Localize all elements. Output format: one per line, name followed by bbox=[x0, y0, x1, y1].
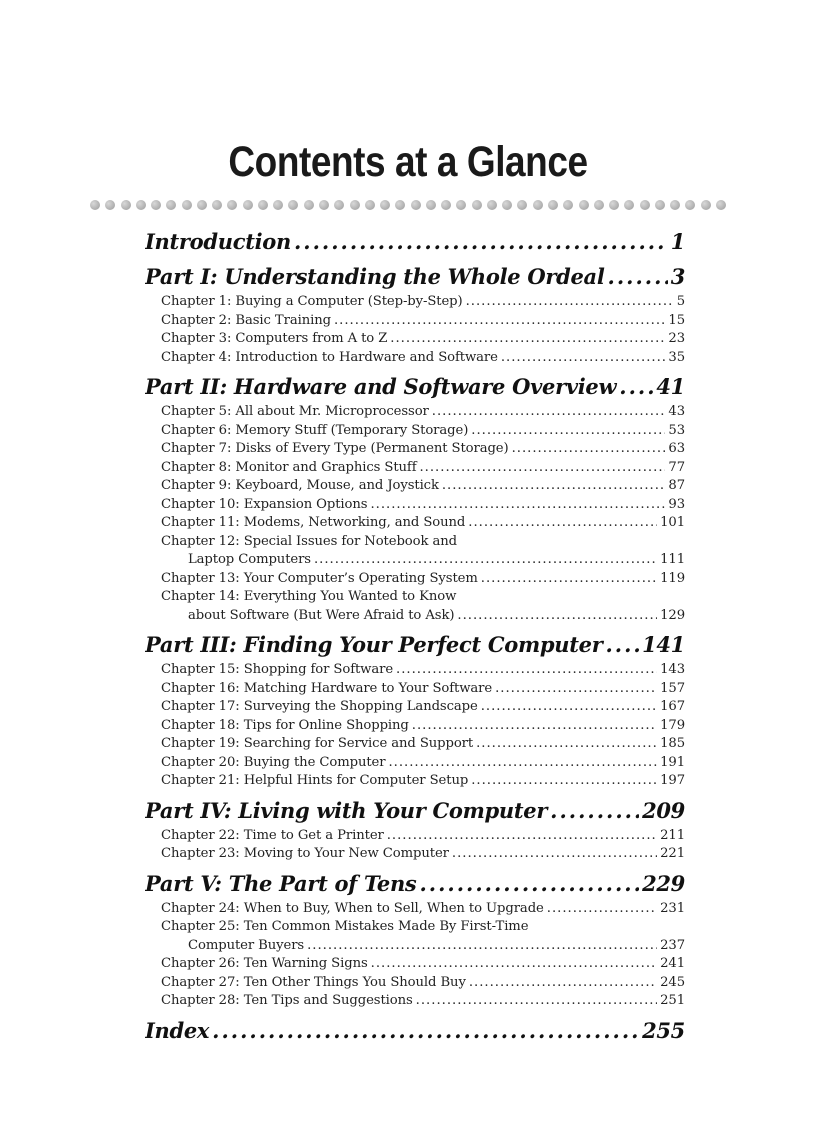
toc-entry-title: Chapter 11: Modems, Networking, and Sound bbox=[161, 515, 466, 530]
toc-chapter-entry bbox=[145, 900, 685, 919]
divider-dot bbox=[411, 200, 421, 210]
toc-page-number: 143 bbox=[660, 662, 685, 677]
toc-page-number: 157 bbox=[660, 680, 685, 696]
dot-leader bbox=[416, 992, 657, 1011]
toc-entry-title: Chapter 24: When to Buy, When to Sell, When to Upgrade bbox=[161, 900, 544, 916]
dot-leader bbox=[481, 570, 657, 589]
toc-entry-title: Part V: The Part of Tens bbox=[145, 870, 417, 896]
toc-entry-title: Chapter 9: Keyboard, Mouse, and Joystick bbox=[161, 478, 439, 493]
toc-page-number: 77 bbox=[668, 459, 685, 475]
dot-leader bbox=[466, 293, 674, 312]
divider-dot bbox=[350, 200, 360, 210]
toc-chapter-entry bbox=[145, 955, 685, 974]
divider-dot bbox=[701, 200, 711, 210]
divider-dot bbox=[380, 200, 390, 210]
toc-entry-title: Laptop Computers bbox=[188, 552, 311, 567]
toc-page-number: 191 bbox=[660, 754, 685, 770]
toc-entry-title: Chapter 28: Ten Tips and Suggestions bbox=[161, 993, 413, 1008]
divider-dot bbox=[426, 200, 436, 210]
page-title: Contents at a Glance bbox=[228, 138, 588, 186]
toc-entry-title: Chapter 20: Buying the Computer bbox=[161, 754, 386, 770]
dot-leader bbox=[469, 974, 657, 993]
divider-dot bbox=[258, 200, 268, 210]
divider-dot bbox=[472, 200, 482, 210]
toc-chapter-entry bbox=[145, 717, 685, 736]
toc-entry-title: Computer Buyers bbox=[188, 937, 305, 953]
toc-entry-title: Chapter 13: Your Computer’s Operating System bbox=[161, 570, 478, 586]
toc-part-entry bbox=[145, 795, 685, 827]
toc-chapter-entry bbox=[145, 992, 685, 1011]
dot-leader bbox=[387, 827, 657, 846]
divider-dot bbox=[197, 200, 207, 210]
divider-dot bbox=[288, 200, 298, 210]
divider-dot bbox=[365, 200, 375, 210]
divider-dot bbox=[487, 200, 497, 210]
divider-dot bbox=[624, 200, 634, 210]
toc-chapter-entry bbox=[145, 918, 685, 937]
dot-leader bbox=[468, 514, 657, 533]
toc-chapter-entry bbox=[145, 680, 685, 699]
toc-entry-title: Chapter 5: All about Mr. Microprocessor bbox=[161, 404, 429, 419]
toc-chapter-entry bbox=[145, 496, 685, 515]
toc-entry-title: about Software (But Were Afraid to Ask) bbox=[188, 607, 455, 623]
toc-page-number: 251 bbox=[660, 993, 685, 1008]
toc-page-number: 15 bbox=[668, 312, 685, 328]
toc-chapter-entry bbox=[145, 403, 685, 422]
toc-chapter-entry bbox=[145, 477, 685, 496]
toc-page-number: 241 bbox=[660, 956, 685, 971]
toc-entry-title: Chapter 23: Moving to Your New Computer bbox=[161, 846, 449, 861]
toc-entry-title: Chapter 18: Tips for Online Shopping bbox=[161, 717, 409, 733]
toc-page-number: 237 bbox=[660, 937, 685, 953]
toc-entry-title: Chapter 6: Memory Stuff (Temporary Storage) bbox=[161, 422, 469, 438]
toc-chapter-entry bbox=[145, 735, 685, 754]
toc-part-entry bbox=[145, 629, 685, 661]
toc-entry-title: Part III: Finding Your Perfect Computer bbox=[145, 632, 603, 657]
toc-chapter-entry bbox=[145, 754, 685, 773]
toc-page-number: 221 bbox=[660, 846, 685, 861]
divider-dot bbox=[502, 200, 512, 210]
dot-leader bbox=[608, 261, 668, 293]
dot-leader bbox=[334, 312, 665, 331]
divider-dot bbox=[456, 200, 466, 210]
dot-leader bbox=[495, 680, 657, 699]
toc-entry-title: Chapter 25: Ten Common Mistakes Made By First-Time bbox=[161, 919, 529, 934]
divider-dot bbox=[90, 200, 100, 210]
divider-dot bbox=[685, 200, 695, 210]
toc-entry-title: Chapter 12: Special Issues for Notebook and bbox=[161, 533, 457, 549]
toc-entry-title: Chapter 26: Ten Warning Signs bbox=[161, 956, 368, 971]
toc-page-number: 1 bbox=[670, 229, 685, 254]
divider-dot bbox=[121, 200, 131, 210]
toc-page-number: 209 bbox=[642, 797, 685, 823]
toc-page-number: 231 bbox=[660, 900, 685, 916]
dot-leader bbox=[212, 1015, 639, 1047]
toc-part-entry bbox=[145, 261, 685, 293]
dot-leader bbox=[547, 900, 657, 919]
toc-chapter-entry bbox=[145, 349, 685, 368]
divider-dot bbox=[136, 200, 146, 210]
toc-page-number: 179 bbox=[660, 717, 685, 733]
divider-dot bbox=[716, 200, 726, 210]
dot-leader bbox=[370, 496, 665, 515]
toc-chapter-entry bbox=[145, 827, 685, 846]
divider-dot bbox=[533, 200, 543, 210]
divider-dot bbox=[395, 200, 405, 210]
toc-chapter-entry bbox=[145, 440, 685, 459]
toc-part-entry bbox=[145, 371, 685, 403]
toc-entry-title: Chapter 10: Expansion Options bbox=[161, 496, 368, 512]
toc-entry-title: Index bbox=[145, 1017, 210, 1043]
dot-leader bbox=[512, 440, 666, 459]
toc-entry-title: Chapter 17: Surveying the Shopping Landscape bbox=[161, 699, 478, 714]
toc-entry-title: Chapter 8: Monitor and Graphics Stuff bbox=[161, 459, 417, 475]
dot-leader bbox=[501, 349, 666, 368]
toc-page-number: 197 bbox=[660, 773, 685, 788]
dot-leader bbox=[412, 717, 657, 736]
toc-page-number: 93 bbox=[668, 496, 685, 512]
toc-page-number: 255 bbox=[642, 1017, 685, 1043]
toc-entry-title: Chapter 21: Helpful Hints for Computer Setup bbox=[161, 773, 469, 788]
toc-entry-title: Chapter 7: Disks of Every Type (Permanent Storage) bbox=[161, 441, 509, 456]
toc-chapter-entry bbox=[145, 607, 685, 626]
toc-page-number: 35 bbox=[668, 349, 685, 365]
toc-entry-title: Chapter 14: Everything You Wanted to Know bbox=[161, 589, 457, 604]
dot-leader bbox=[307, 937, 657, 956]
dot-leader bbox=[396, 661, 657, 680]
toc-page-number: 53 bbox=[668, 422, 685, 438]
dot-leader bbox=[432, 403, 666, 422]
divider-dot bbox=[517, 200, 527, 210]
toc-chapter-entry bbox=[145, 459, 685, 478]
dot-leader bbox=[606, 629, 640, 661]
toc-chapter-entry bbox=[145, 293, 685, 312]
table-of-contents bbox=[145, 226, 685, 1047]
toc-entry-title: Chapter 15: Shopping for Software bbox=[161, 662, 394, 677]
divider-dot bbox=[655, 200, 665, 210]
divider-dot bbox=[441, 200, 451, 210]
toc-page-number: 111 bbox=[660, 552, 685, 567]
dot-leader bbox=[388, 754, 657, 773]
divider-dot bbox=[609, 200, 619, 210]
toc-entry-title: Part IV: Living with Your Computer bbox=[145, 797, 548, 823]
toc-chapter-entry bbox=[145, 772, 685, 791]
divider-dot bbox=[594, 200, 604, 210]
dot-leader bbox=[419, 459, 665, 478]
toc-entry-title: Part I: Understanding the Whole Ordeal bbox=[145, 264, 605, 289]
dot-leader bbox=[371, 955, 657, 974]
divider-dot bbox=[182, 200, 192, 210]
toc-part-entry bbox=[145, 1015, 685, 1047]
divider-dot bbox=[151, 200, 161, 210]
dot-leader bbox=[314, 551, 657, 570]
dot-leader bbox=[390, 330, 665, 349]
toc-chapter-entry bbox=[145, 551, 685, 570]
toc-page-number: 129 bbox=[660, 607, 685, 623]
toc-chapter-entry bbox=[145, 937, 685, 956]
toc-chapter-entry bbox=[145, 312, 685, 331]
divider-dot bbox=[548, 200, 558, 210]
toc-chapter-entry bbox=[145, 570, 685, 589]
toc-page-number: 23 bbox=[668, 331, 685, 346]
dot-leader bbox=[476, 735, 657, 754]
toc-entry-title: Chapter 1: Buying a Computer (Step-by-Step) bbox=[161, 294, 463, 309]
dot-leader bbox=[619, 371, 653, 403]
divider-dot bbox=[319, 200, 329, 210]
divider-dot bbox=[273, 200, 283, 210]
toc-entry-title: Chapter 19: Searching for Service and Support bbox=[161, 736, 474, 751]
dotted-divider bbox=[90, 198, 726, 212]
toc-page-number: 119 bbox=[660, 570, 685, 586]
toc-page-number: 167 bbox=[660, 699, 685, 714]
divider-dot bbox=[579, 200, 589, 210]
toc-entry-title: Introduction bbox=[145, 229, 291, 254]
toc-page-number: 3 bbox=[670, 264, 685, 289]
toc-chapter-entry bbox=[145, 422, 685, 441]
dot-leader bbox=[550, 795, 639, 827]
dot-leader bbox=[442, 477, 666, 496]
toc-chapter-entry bbox=[145, 698, 685, 717]
divider-dot bbox=[670, 200, 680, 210]
toc-page-number: 63 bbox=[668, 441, 685, 456]
toc-page-number: 229 bbox=[642, 870, 685, 896]
toc-part-entry bbox=[145, 868, 685, 900]
dot-leader bbox=[294, 226, 668, 257]
toc-entry-title: Chapter 16: Matching Hardware to Your Software bbox=[161, 680, 493, 696]
toc-page-number: 5 bbox=[676, 294, 685, 309]
dot-leader bbox=[457, 607, 657, 626]
toc-entry-title: Chapter 22: Time to Get a Printer bbox=[161, 827, 384, 843]
toc-chapter-entry bbox=[145, 974, 685, 993]
toc-page-number: 87 bbox=[668, 478, 685, 493]
dot-leader bbox=[471, 422, 665, 441]
toc-page-number: 211 bbox=[660, 827, 685, 843]
toc-page-number: 101 bbox=[660, 515, 685, 530]
toc-page-number: 141 bbox=[642, 632, 685, 657]
toc-page-number: 185 bbox=[660, 736, 685, 751]
divider-dot bbox=[563, 200, 573, 210]
toc-entry-title: Chapter 4: Introduction to Hardware and Software bbox=[161, 349, 498, 365]
divider-dot bbox=[166, 200, 176, 210]
dot-leader bbox=[419, 868, 639, 900]
toc-part-entry bbox=[145, 226, 685, 257]
divider-dot bbox=[640, 200, 650, 210]
toc-chapter-entry bbox=[145, 661, 685, 680]
dot-leader bbox=[481, 698, 657, 717]
divider-dot bbox=[304, 200, 314, 210]
toc-chapter-entry bbox=[145, 533, 685, 552]
toc-chapter-entry bbox=[145, 514, 685, 533]
toc-page-number: 41 bbox=[656, 374, 685, 399]
divider-dot bbox=[212, 200, 222, 210]
divider-dot bbox=[243, 200, 253, 210]
toc-chapter-entry bbox=[145, 330, 685, 349]
toc-entry-title: Chapter 27: Ten Other Things You Should Buy bbox=[161, 974, 466, 990]
toc-chapter-entry bbox=[145, 588, 685, 607]
dot-leader bbox=[452, 845, 657, 864]
toc-entry-title: Chapter 2: Basic Training bbox=[161, 312, 331, 328]
divider-dot bbox=[105, 200, 115, 210]
toc-page-number: 245 bbox=[660, 974, 685, 990]
divider-dot bbox=[227, 200, 237, 210]
toc-chapter-entry bbox=[145, 845, 685, 864]
toc-page-number: 43 bbox=[668, 404, 685, 419]
toc-entry-title: Part II: Hardware and Software Overview bbox=[145, 374, 617, 399]
divider-dot bbox=[334, 200, 344, 210]
toc-entry-title: Chapter 3: Computers from A to Z bbox=[161, 331, 388, 346]
dot-leader bbox=[471, 772, 657, 791]
